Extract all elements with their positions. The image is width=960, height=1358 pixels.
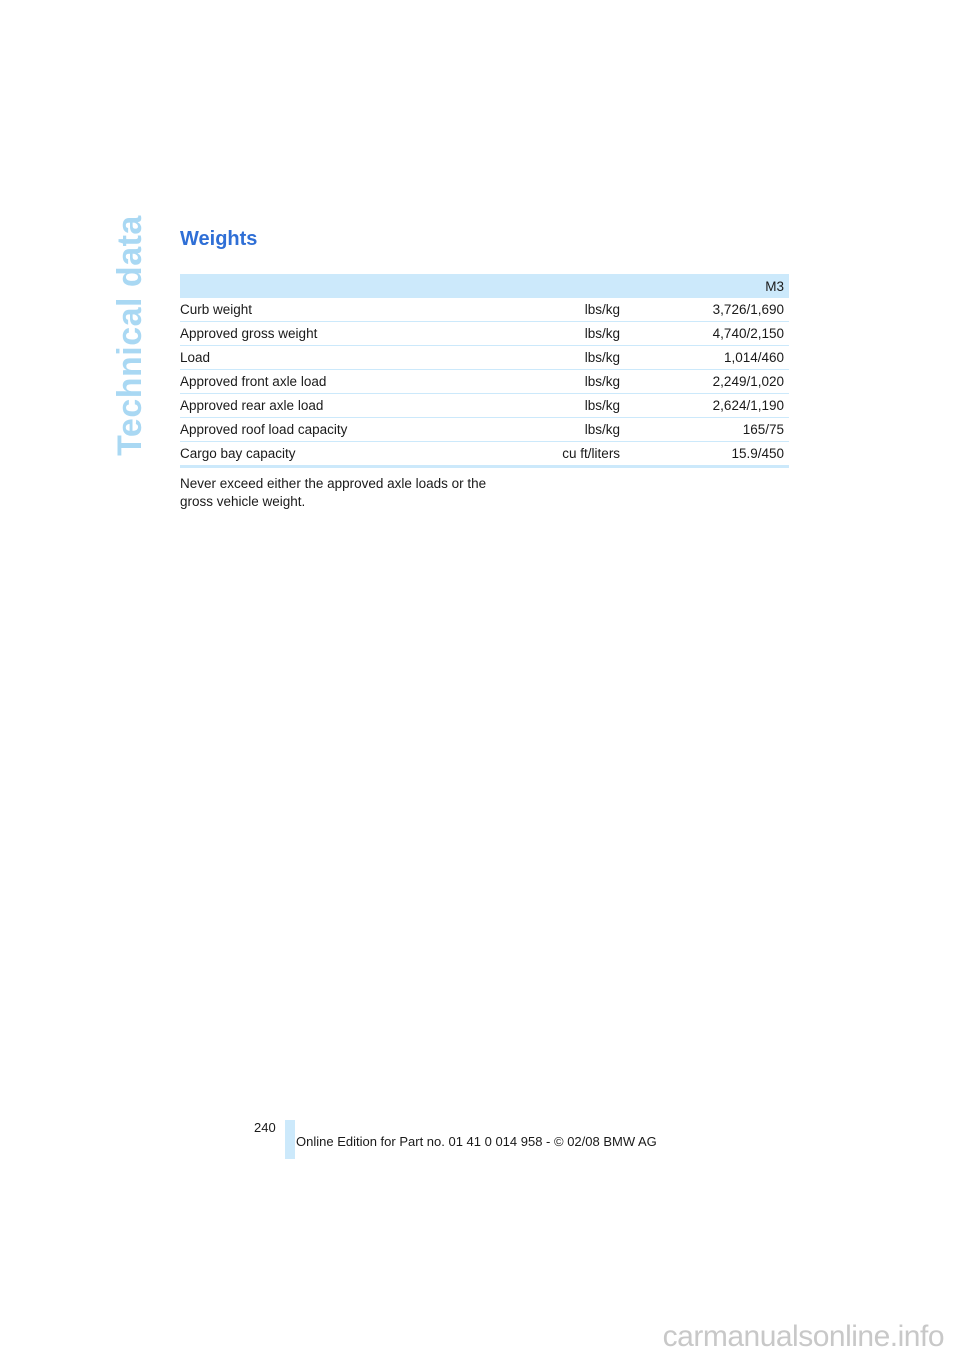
- table-row: [180, 394, 789, 418]
- row-label: Approved front axle load: [180, 370, 507, 394]
- row-unit: lbs/kg: [507, 322, 620, 346]
- row-unit: lbs/kg: [507, 346, 620, 370]
- row-label: Approved gross weight: [180, 322, 507, 346]
- weights-table: [180, 274, 789, 468]
- header-unit-col: [507, 274, 620, 298]
- row-value: 165/75: [620, 418, 789, 442]
- row-value: 3,726/1,690: [620, 298, 789, 322]
- page-heading: Weights: [180, 228, 258, 250]
- row-label: Load: [180, 346, 507, 370]
- page-number: 240: [254, 1120, 276, 1135]
- edition-marker-bar: [285, 1120, 295, 1159]
- header-model-col: M3: [620, 274, 789, 298]
- row-value: 1,014/460: [620, 346, 789, 370]
- weights-note: Never exceed either the approved axle loads or the gross vehicle weight.: [180, 476, 487, 509]
- row-value: 2,249/1,020: [620, 370, 789, 394]
- row-value: 2,624/1,190: [620, 394, 789, 418]
- section-side-title-text: Technical data: [110, 215, 149, 456]
- edition-text: Online Edition for Part no. 01 41 0 014 958 - © 02/08 BMW AG: [296, 1134, 657, 1149]
- table-row: [180, 298, 789, 322]
- row-label: Approved rear axle load: [180, 394, 507, 418]
- row-unit: lbs/kg: [507, 298, 620, 322]
- table-row: [180, 442, 789, 467]
- row-unit: lbs/kg: [507, 394, 620, 418]
- row-value: 4,740/2,150: [620, 322, 789, 346]
- table-row: [180, 418, 789, 442]
- table-row: [180, 370, 789, 394]
- table-header-row: [180, 274, 789, 298]
- header-label-col: [180, 274, 507, 298]
- row-label: Cargo bay capacity: [180, 442, 507, 467]
- row-unit: lbs/kg: [507, 418, 620, 442]
- section-side-title: [100, 215, 160, 456]
- row-unit: cu ft/liters: [507, 442, 620, 467]
- row-unit: lbs/kg: [507, 370, 620, 394]
- table-row: [180, 322, 789, 346]
- row-label: Approved roof load capacity: [180, 418, 507, 442]
- watermark: carmanualsonline.info: [662, 1320, 944, 1353]
- row-value: 15.9/450: [620, 442, 789, 467]
- table-row: [180, 346, 789, 370]
- row-label: Curb weight: [180, 298, 507, 322]
